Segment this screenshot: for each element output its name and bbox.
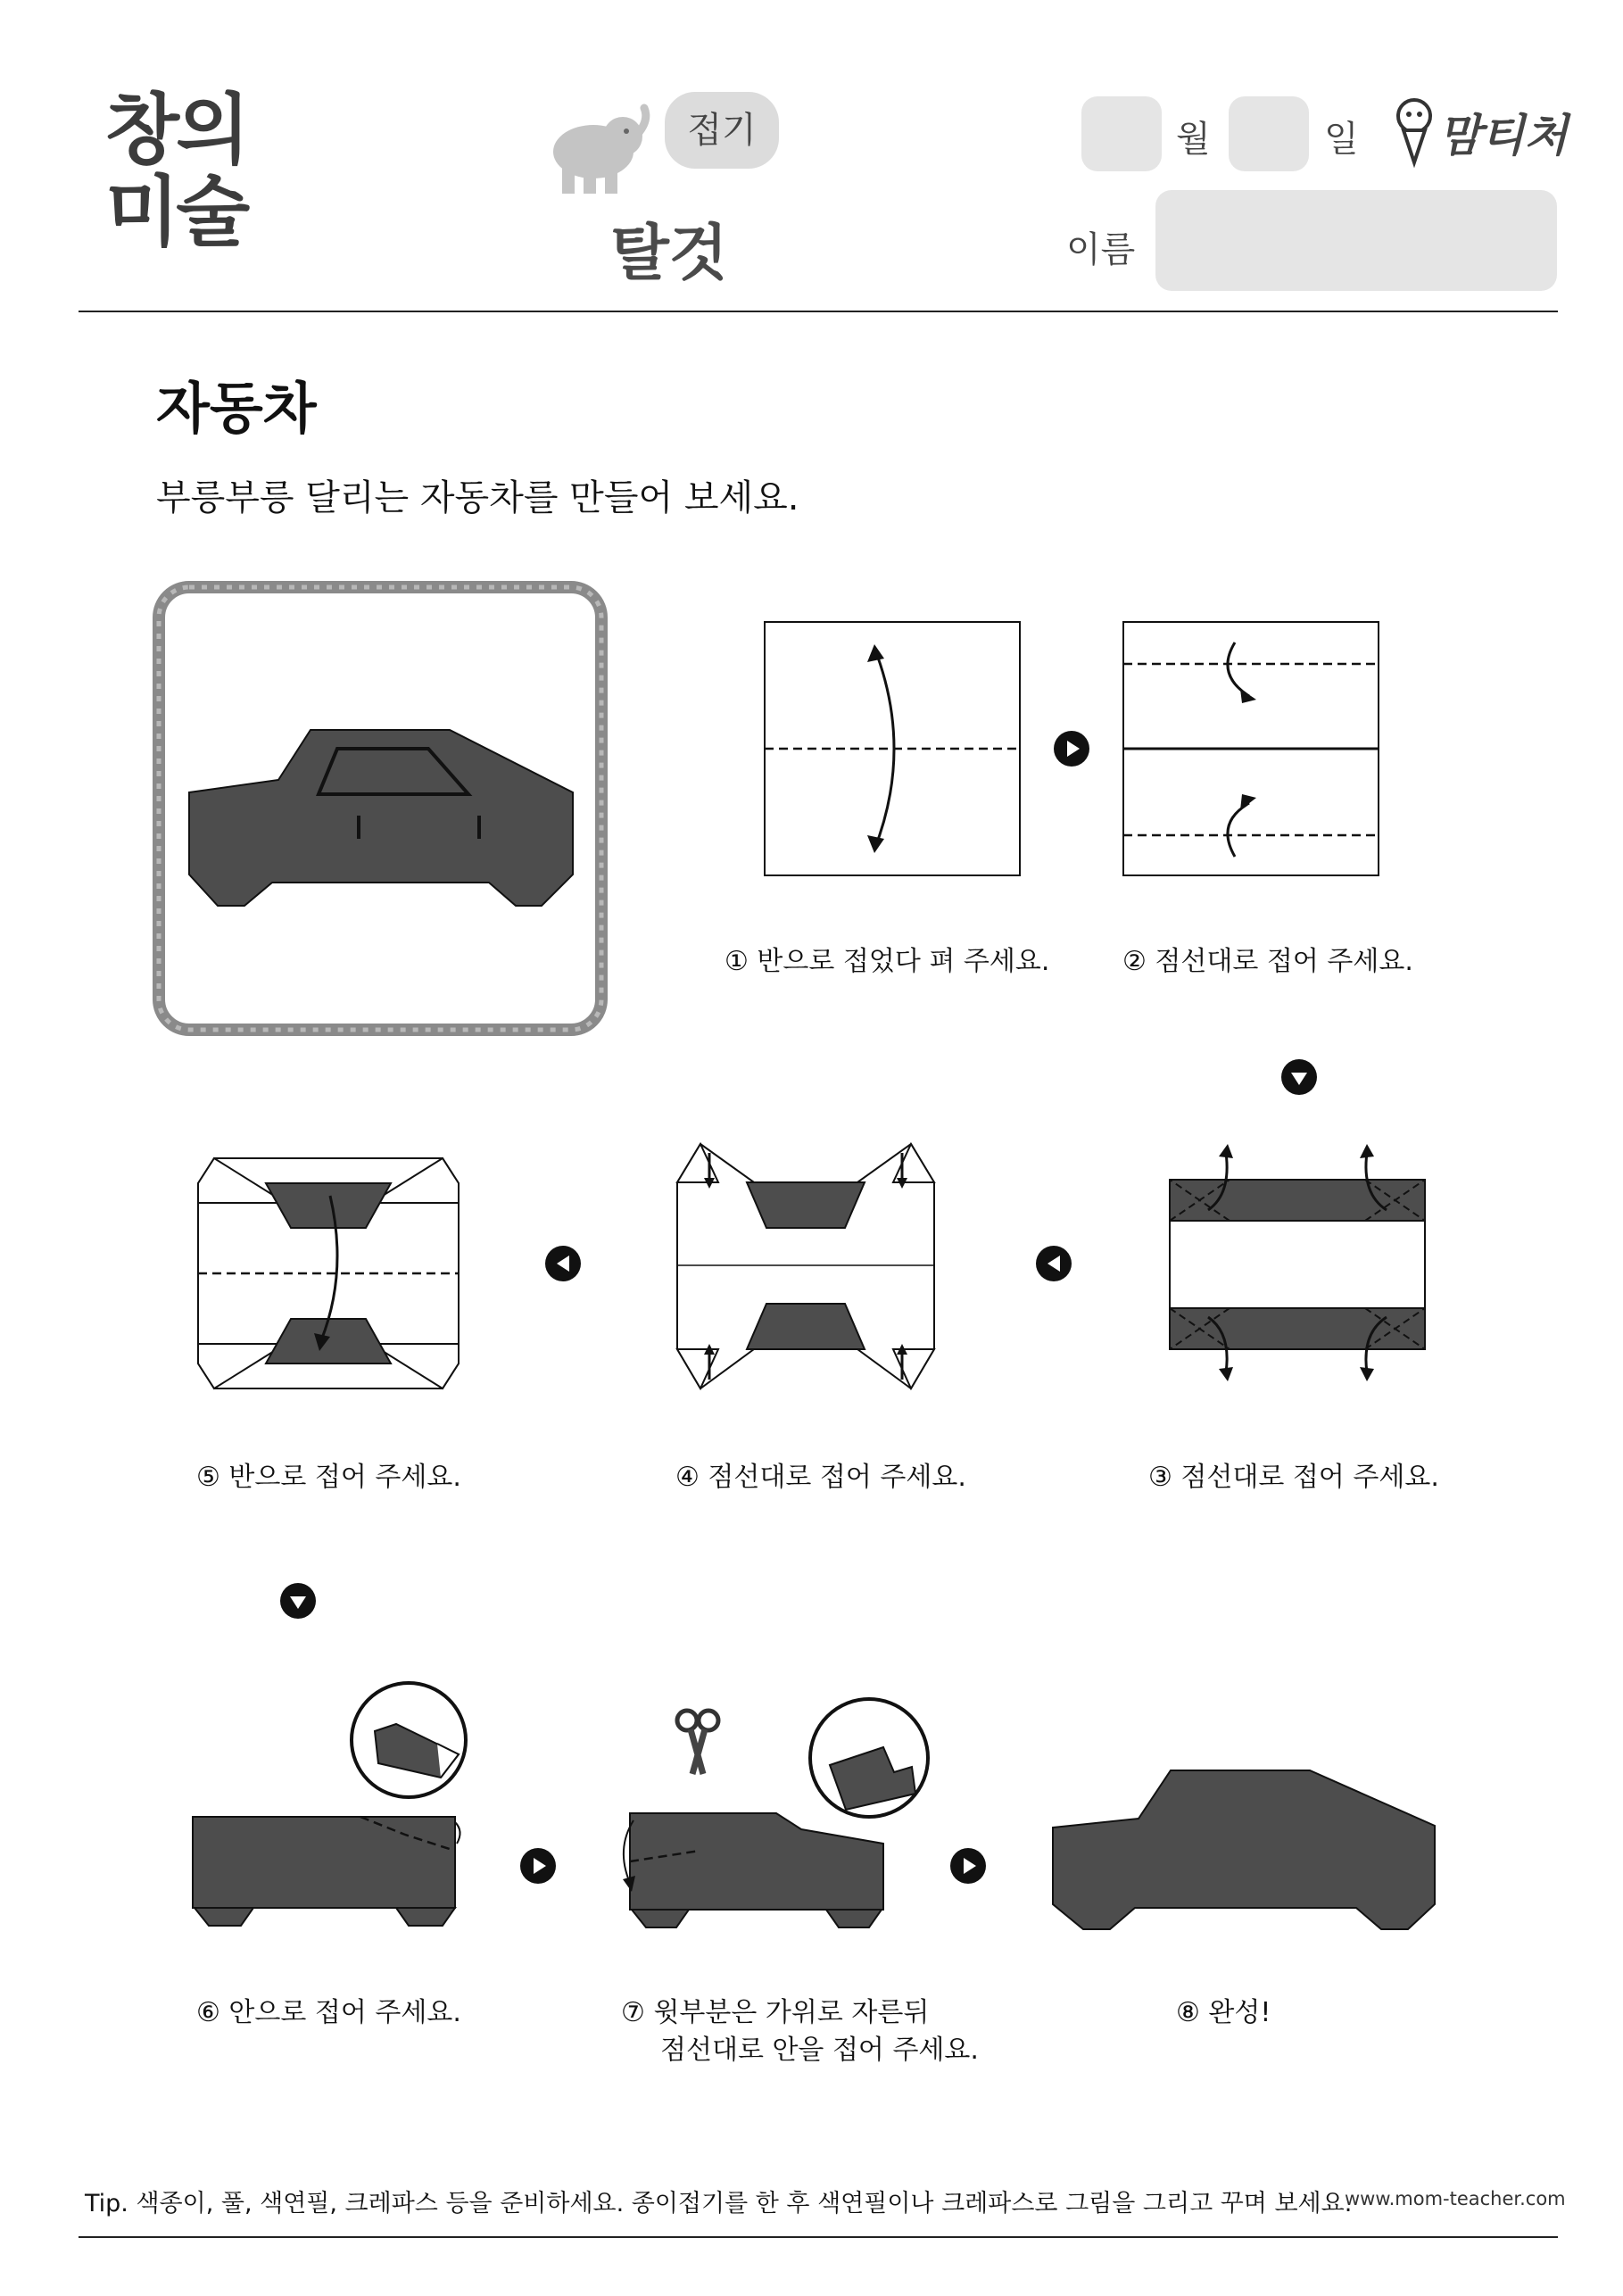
logo-line-2: 미술	[105, 168, 247, 257]
prev-arrow-icon	[1035, 1245, 1072, 1282]
step-6-caption: ⑥ 안으로 접어 주세요.	[196, 1997, 461, 2028]
step-4-diagram	[675, 1142, 936, 1392]
page-subtitle: 부릉부릉 달리는 자동차를 만들어 보세요.	[156, 477, 799, 518]
step-6-diagram	[191, 1678, 476, 1927]
step-5-diagram	[196, 1156, 460, 1390]
step-2-caption: ② 점선대로 접어 주세요.	[1122, 946, 1413, 977]
month-input[interactable]	[1081, 96, 1162, 171]
step-5-caption: ⑤ 반으로 접어 주세요.	[196, 1462, 461, 1493]
logo	[105, 86, 284, 257]
footer-divider	[79, 2236, 1558, 2238]
step-4-caption: ④ 점선대로 접어 주세요.	[675, 1462, 966, 1493]
step-3-diagram	[1169, 1142, 1428, 1383]
day-input[interactable]	[1229, 96, 1309, 171]
prev-arrow-icon	[544, 1245, 582, 1282]
step-8-diagram	[1049, 1769, 1438, 1931]
step-7-caption-line-1: ⑦ 윗부분은 가위로 자른뒤	[621, 1997, 930, 2028]
day-label: 일	[1324, 119, 1359, 160]
category-badge: 접기	[665, 92, 779, 169]
step-2-diagram	[1122, 621, 1379, 876]
page-title: 자동차	[156, 376, 317, 441]
elephant-icon	[544, 103, 651, 201]
next-arrow-icon	[519, 1847, 557, 1885]
scissors-icon	[677, 1711, 718, 1774]
down-arrow-icon	[279, 1582, 317, 1620]
brand-logo: 맘티처	[1438, 110, 1568, 162]
next-arrow-icon	[1053, 730, 1090, 767]
website-url: www.mom-teacher.com	[1345, 2188, 1566, 2209]
name-label: 이름	[1066, 229, 1136, 270]
tip-text: Tip. 색종이, 풀, 색연필, 크레파스 등을 준비하세요. 종이접기를 한 후 색연필이나 크레파스로 그림을 그리고 꾸며 보세요.	[85, 2190, 1353, 2217]
next-arrow-icon	[949, 1847, 987, 1885]
step-7-diagram	[616, 1695, 928, 1929]
name-input[interactable]	[1155, 190, 1557, 291]
pencil-mascot-icon	[1387, 95, 1441, 166]
step-7-caption-line-2: 점선대로 안을 접어 주세요.	[660, 2035, 979, 2066]
header-divider	[79, 311, 1558, 312]
finished-car-preview	[152, 580, 609, 1037]
subject-title: 탈것	[610, 219, 728, 289]
down-arrow-icon	[1280, 1058, 1318, 1096]
logo-line-1: 창의	[105, 86, 247, 175]
step-1-diagram	[764, 621, 1021, 876]
month-label: 월	[1176, 119, 1211, 160]
step-8-caption: ⑧ 완성!	[1176, 1997, 1271, 2028]
step-1-caption: ① 반으로 접었다 펴 주세요.	[725, 946, 1050, 977]
step-3-caption: ③ 점선대로 접어 주세요.	[1148, 1462, 1439, 1493]
